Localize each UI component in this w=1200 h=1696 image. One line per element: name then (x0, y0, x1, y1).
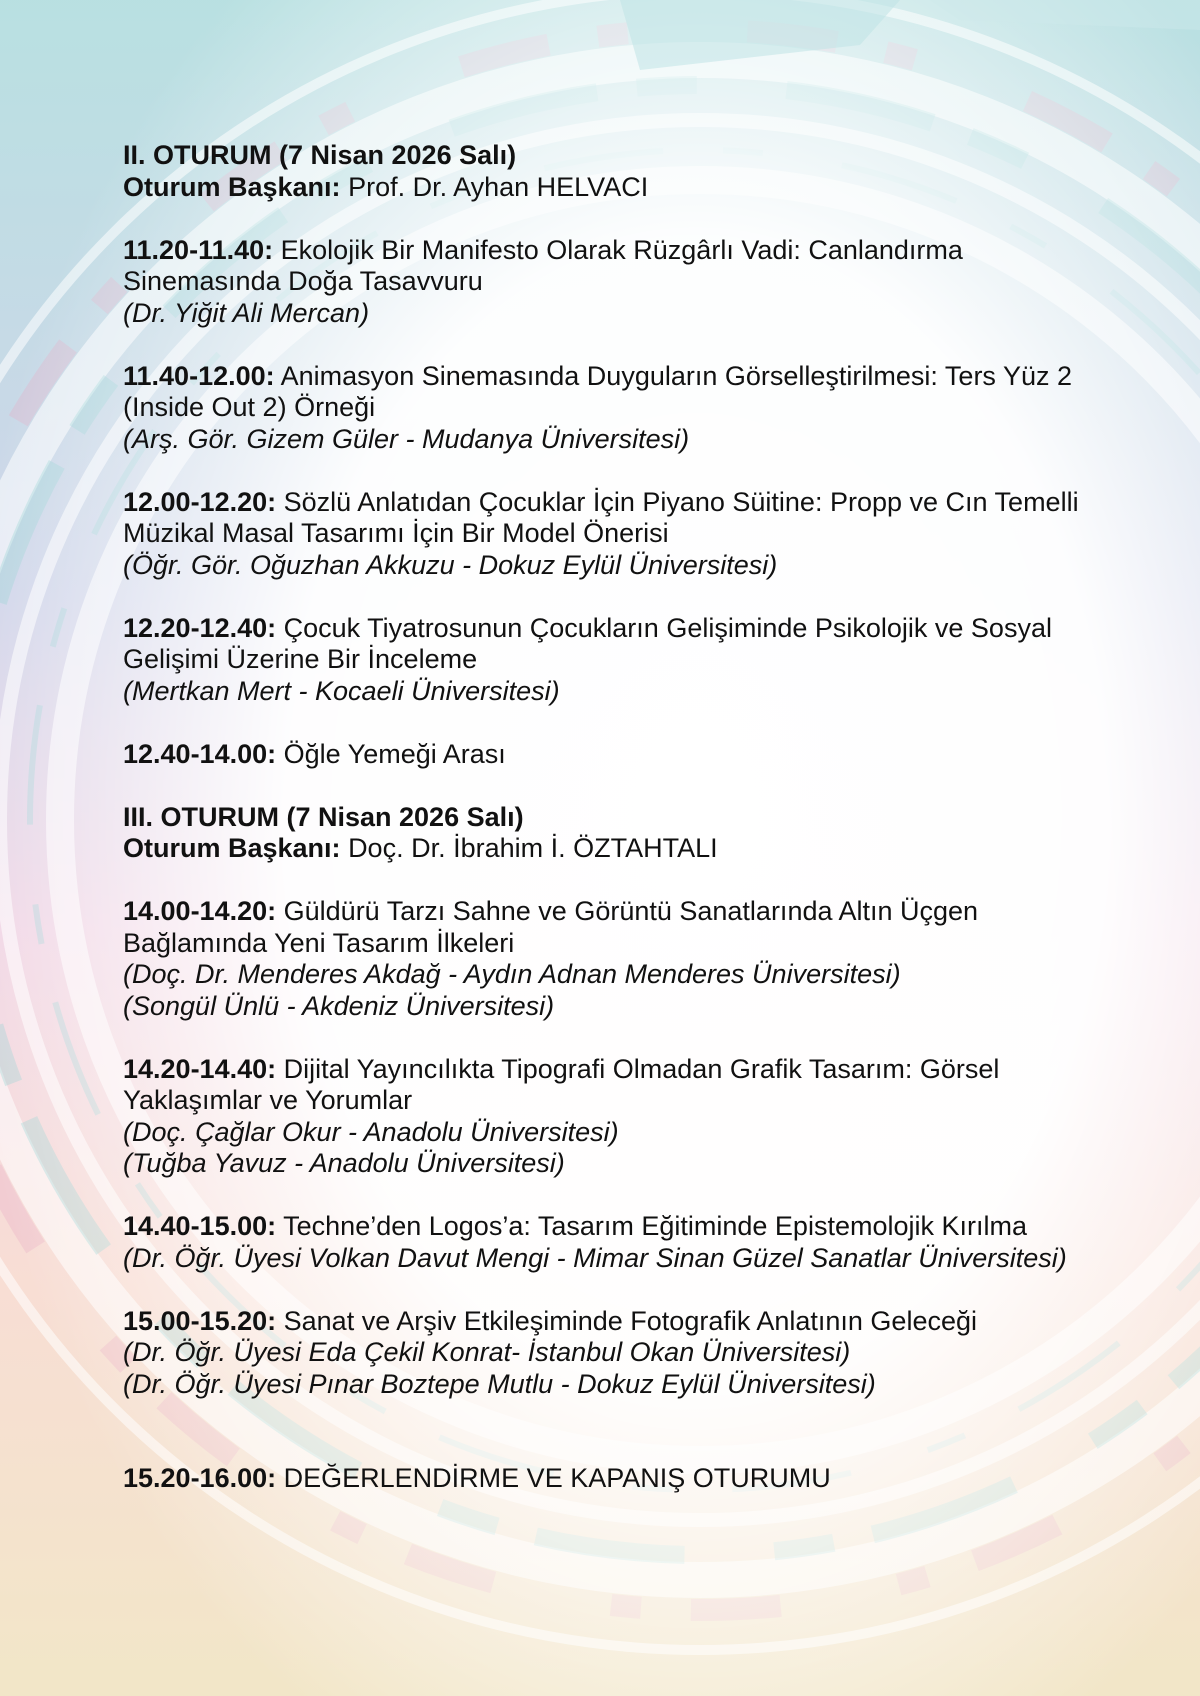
talk-author: (Arş. Gör. Gizem Güler - Mudanya Üniversitesi) (123, 423, 690, 454)
talk-item (123, 1306, 1083, 1401)
talk-author: (Mertkan Mert - Kocaeli Üniversitesi) (123, 675, 560, 706)
talk-title: Sözlü Anlatıdan Çocuklar İçin Piyano Süitine: Propp ve Cın Temelli Müzikal Masal Tasarımı İçin Bir Model Önerisi (123, 486, 1079, 548)
talk-item (123, 1054, 1083, 1180)
talk-item (123, 613, 1083, 708)
talk-item (123, 896, 1083, 1022)
talk-title: Sanat ve Arşiv Etkileşiminde Fotografik Anlatının Geleceği (283, 1305, 977, 1336)
session-3-chair-label: Oturum Başkanı: (123, 833, 341, 863)
session-2-header (123, 140, 1083, 203)
closing-title: DEĞERLENDİRME VE KAPANIŞ OTURUMU (283, 1463, 831, 1493)
talk-author: (Dr. Öğr. Üyesi Eda Çekil Konrat- İstanbul Okan Üniversitesi) (123, 1337, 851, 1367)
talk-time: 14.00-14.20: (123, 896, 277, 926)
talk-title: Techne’den Logos’a: Tasarım Eğitiminde Epistemolojik Kırılma (283, 1211, 1027, 1241)
talk-title: Güldürü Tarzı Sahne ve Görüntü Sanatlarında Altın Üçgen Bağlamında Yeni Tasarım İlkeleri (123, 896, 979, 958)
talk-time: 11.40-12.00: (123, 360, 275, 391)
talk-title: Dijital Yayıncılıkta Tipografi Olmadan Grafik Tasarım: Görsel Yaklaşımlar ve Yorumlar (123, 1053, 1000, 1115)
talk-author: (Tuğba Yavuz - Anadolu Üniversitesi) (123, 1148, 565, 1178)
talk-time: 12.20-12.40: (123, 612, 277, 643)
session-3-chair-name: Doç. Dr. İbrahim İ. ÖZTAHTALI (348, 833, 718, 863)
lunch-break (123, 739, 1083, 771)
talk-author: (Doç. Dr. Menderes Akdağ - Aydın Adnan Menderes Üniversitesi) (123, 959, 901, 989)
talk-item (123, 1211, 1083, 1274)
session-3-heading: III. OTURUM (7 Nisan 2026 Salı) (123, 801, 524, 832)
closing-time: 15.20-16.00: (123, 1463, 277, 1493)
talk-time: 11.20-11.40: (123, 234, 274, 265)
session-3-chair (123, 833, 1083, 865)
session-2-chair (123, 172, 1083, 204)
session-3-header (123, 802, 1083, 865)
talk-item (123, 235, 1083, 330)
talk-time: 12.00-12.20: (123, 486, 277, 517)
lunch-time: 12.40-14.00: (123, 738, 277, 769)
talk-title: Çocuk Tiyatrosunun Çocukların Gelişiminde Psikolojik ve Sosyal Gelişimi Üzerine Bir İnceleme (123, 612, 1052, 674)
talk-time: 14.40-15.00: (123, 1211, 277, 1241)
talk-title: Ekolojik Bir Manifesto Olarak Rüzgârlı Vadi: Canlandırma Sinemasında Doğa Tasavvuru (123, 234, 963, 296)
session-2-chair-name: Prof. Dr. Ayhan HELVACI (348, 171, 649, 202)
talk-author: (Dr. Yiğit Ali Mercan) (123, 297, 370, 328)
talk-author: (Songül Ünlü - Akdeniz Üniversitesi) (123, 990, 555, 1021)
talk-time: 15.00-15.20: (123, 1305, 277, 1336)
talk-title: Animasyon Sinemasında Duyguların Görselleştirilmesi: Ters Yüz 2 (Inside Out 2) Örneği (123, 360, 1072, 422)
session-2-chair-label: Oturum Başkanı: (123, 171, 341, 202)
talk-item (123, 361, 1083, 456)
program-content (123, 140, 1083, 1526)
talk-author: (Dr. Öğr. Üyesi Volkan Davut Mengi - Mimar Sinan Güzel Sanatlar Üniversitesi) (123, 1242, 1067, 1273)
talk-author: (Doç. Çağlar Okur - Anadolu Üniversitesi) (123, 1116, 619, 1147)
talk-author: (Öğr. Gör. Oğuzhan Akkuzu - Dokuz Eylül Üniversitesi) (123, 549, 778, 580)
closing-session (123, 1463, 1083, 1495)
lunch-title: Öğle Yemeği Arası (283, 738, 506, 769)
talk-time: 14.20-14.40: (123, 1053, 277, 1084)
talk-item (123, 487, 1083, 582)
session-2-heading: II. OTURUM (7 Nisan 2026 Salı) (123, 140, 517, 170)
talk-author: (Dr. Öğr. Üyesi Pınar Boztepe Mutlu - Dokuz Eylül Üniversitesi) (123, 1368, 876, 1399)
